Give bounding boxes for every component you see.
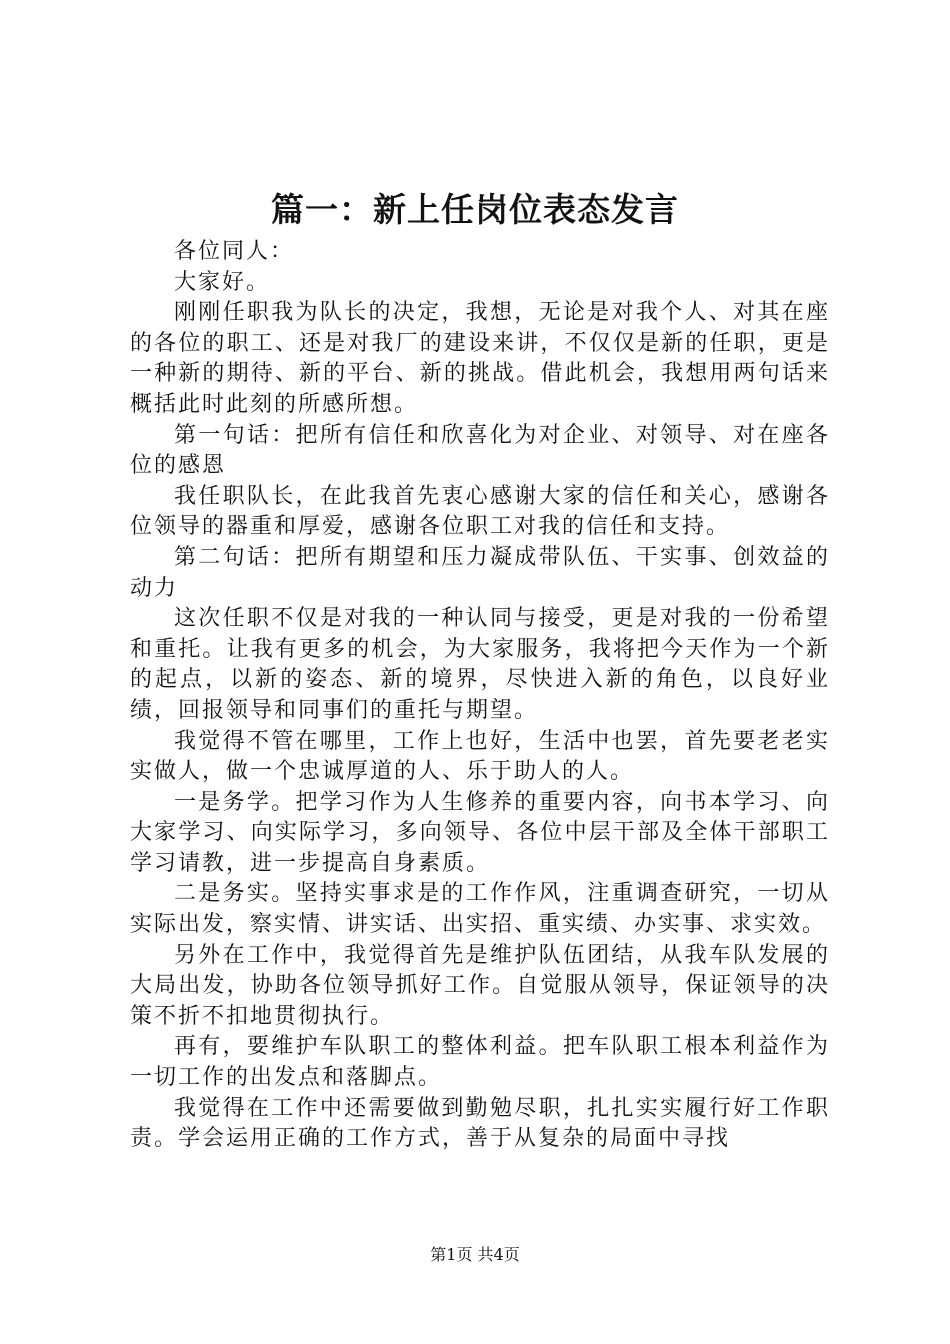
paragraph: 再有，要维护车队职工的整体利益。把车队职工根本利益作为一切工作的出发点和落脚点。	[130, 1034, 830, 1091]
paragraph-greeting: 各位同人：	[174, 239, 295, 264]
document-title: 篇一：新上任岗位表态发言	[271, 190, 679, 229]
paragraph: 刚刚任职我为队长的决定，我想，无论是对我个人、对其在座的各位的职工、还是对我厂的建设来讲，不仅仅是新的任职，更是一种新的期待、新的平台、新的挑战。借此机会，我想用两句话来概括此时此刻的所感所想。	[130, 300, 830, 417]
paragraph-practical: 二是务实。坚持实事求是的工作作风，注重调查研究，一切从实际出发，察实情、讲实话、出实招、重实绩、办实事、求实效。	[130, 881, 830, 938]
document-body	[130, 237, 830, 1155]
paragraph-first-sentence: 第一句话：把所有信任和欣喜化为对企业、对领导、对在座各位的感恩	[130, 422, 830, 479]
paragraph: 我任职队长，在此我首先衷心感谢大家的信任和关心，感谢各位领导的器重和厚爱，感谢各位职工对我的信任和支持。	[130, 483, 830, 540]
paragraph: 我觉得不管在哪里，工作上也好，生活中也罢，首先要老老实实做人，做一个忠诚厚道的人、乐于助人的人。	[130, 728, 830, 785]
page-footer: 第1页 共4页	[430, 1245, 520, 1264]
paragraph-second-sentence: 第二句话：把所有期望和压力凝成带队伍、干实事、创效益的动力	[130, 544, 830, 601]
paragraph-hello: 大家好。	[174, 269, 271, 295]
paragraph-study: 一是务学。把学习作为人生修养的重要内容，向书本学习、向大家学习、向实际学习，多向领导、各位中层干部及全体干部职工学习请教，进一步提高自身素质。	[130, 789, 830, 876]
paragraph: 这次任职不仅是对我的一种认同与接受，更是对我的一份希望和重托。让我有更多的机会，为大家服务，我将把今天作为一个新的起点，以新的姿态、新的境界，尽快进入新的角色，以良好业绩，回报领导和同事们的重托与期望。	[130, 606, 830, 723]
paragraph: 另外在工作中，我觉得首先是维护队伍团结，从我车队发展的大局出发，协助各位领导抓好工作。自觉服从领导，保证领导的决策不折不扣地贯彻执行。	[130, 942, 830, 1029]
paragraph: 我觉得在工作中还需要做到勤勉尽职，扎扎实实履行好工作职责。学会运用正确的工作方式，善于从复杂的局面中寻找	[130, 1095, 830, 1152]
